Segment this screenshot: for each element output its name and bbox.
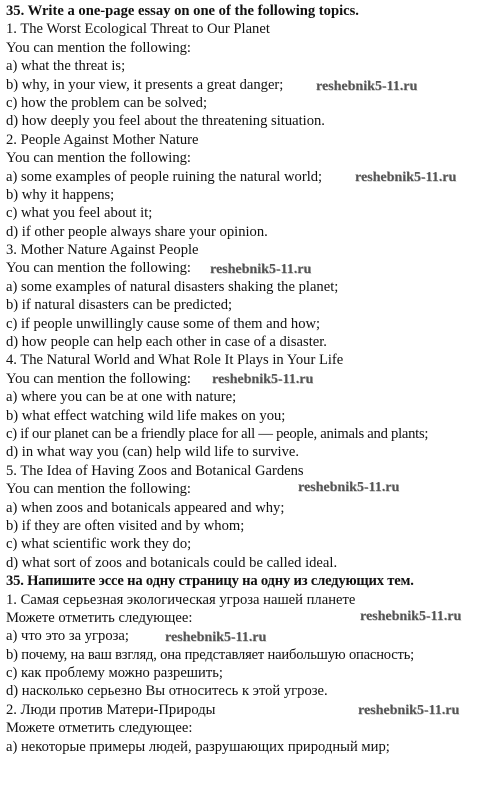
list-item: d) насколько серьезно Вы относитесь к этой угрозе. [6, 683, 328, 700]
list-item: b) why, in your view, it presents a great danger; [6, 76, 284, 93]
list-item: a) where you can be at one with nature; [6, 389, 237, 406]
list-item: a) some examples of natural disasters shaking the planet; [6, 278, 339, 295]
mention-intro: You can mention the following: [6, 39, 191, 56]
mention-intro-ru: Можете отметить следующее: [6, 609, 193, 626]
mention-intro: You can mention the following: [6, 260, 191, 277]
list-item: c) if our planet can be a friendly place for all — people, animals and plants; [6, 425, 429, 442]
watermark-text: reshebnik5-11.ru [298, 480, 400, 495]
watermark-text: reshebnik5-11.ru [355, 170, 457, 185]
list-item: a) what the threat is; [6, 58, 126, 75]
list-item: c) what you feel about it; [6, 205, 153, 222]
list-item: a) some examples of people ruining the natural world; [6, 168, 323, 185]
list-item: b) почему, на ваш взгляд, она представляет наибольшую опасность; [6, 646, 415, 663]
list-item: c) what scientific work they do; [6, 536, 192, 553]
watermark-text: reshebnik5-11.ru [165, 630, 267, 645]
list-item: d) in what way you (can) help wild life to survive. [6, 444, 300, 461]
topic-2-title: 2. People Against Mother Nature [6, 131, 199, 148]
watermark-text: reshebnik5-11.ru [316, 79, 418, 94]
watermark-text: reshebnik5-11.ru [360, 609, 462, 624]
list-item: b) if natural disasters can be predicted; [6, 297, 233, 314]
topic-2-title-ru: 2. Люди против Матери-Природы [6, 701, 216, 718]
task-heading-en: 35. Write a one-page essay on one of the following topics. [6, 3, 359, 19]
list-item: d) if other people always share your opinion. [6, 223, 268, 240]
list-item: c) if people unwillingly cause some of them and how; [6, 315, 321, 332]
watermark-text: reshebnik5-11.ru [210, 262, 312, 277]
list-item: а) что это за угроза; [6, 628, 129, 645]
watermark-text: reshebnik5-11.ru [212, 372, 314, 387]
list-item: d) how deeply you feel about the threatening situation. [6, 113, 325, 130]
list-item: a) when zoos and botanicals appeared and why; [6, 499, 285, 516]
mention-intro: You can mention the following: [6, 150, 191, 167]
mention-intro: You can mention the following: [6, 370, 191, 387]
topic-5-title: 5. The Idea of Having Zoos and Botanical Gardens [6, 462, 304, 479]
list-item: b) what effect watching wild life makes on you; [6, 407, 286, 424]
list-item: c) как проблему можно разрешить; [6, 665, 223, 682]
list-item: b) if they are often visited and by whom; [6, 517, 245, 534]
list-item: d) how people can help each other in case of a disaster. [6, 334, 327, 351]
topic-1-title: 1. The Worst Ecological Threat to Our Planet [6, 21, 270, 38]
mention-intro-ru: Можете отметить следующее: [6, 720, 193, 737]
mention-intro: You can mention the following: [6, 481, 191, 498]
task-heading-ru: 35. Напишите эссе на одну страницу на одну из следующих тем. [6, 573, 414, 590]
watermark-text: reshebnik5-11.ru [358, 703, 460, 718]
list-item: а) некоторые примеры людей, разрушающих природный мир; [6, 738, 390, 755]
topic-4-title: 4. The Natural World and What Role It Plays in Your Life [6, 352, 344, 369]
list-item: c) how the problem can be solved; [6, 94, 208, 111]
list-item: d) what sort of zoos and botanicals could be called ideal. [6, 554, 338, 571]
topic-1-title-ru: 1. Самая серьезная экологическая угроза нашей планете [6, 591, 356, 608]
list-item: b) why it happens; [6, 186, 115, 203]
topic-3-title: 3. Mother Nature Against People [6, 242, 199, 259]
